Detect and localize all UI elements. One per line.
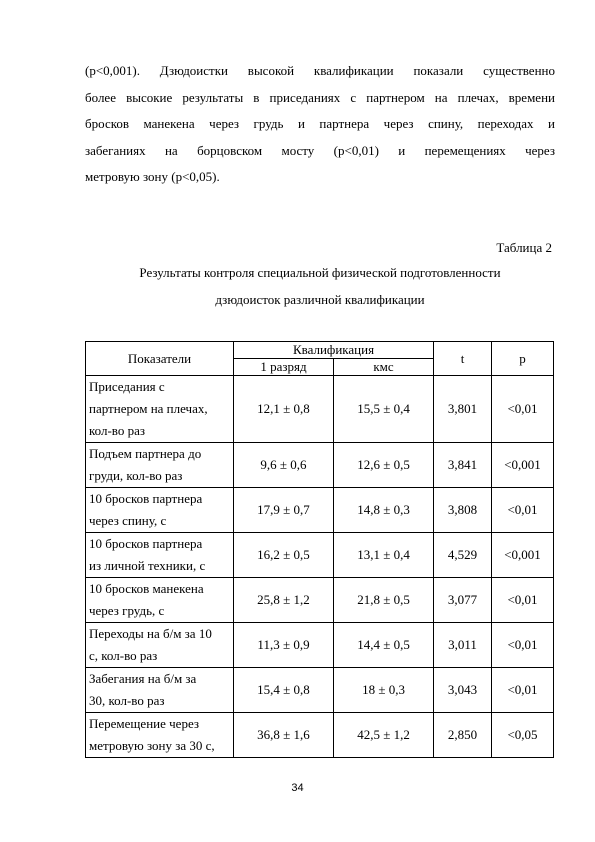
indicator-line: через спину, с [89,513,167,528]
row-indicator [86,376,234,443]
cell-kms: 42,5 ± 1,2 [334,713,434,758]
table-caption-line-2: дзюдоисток различной квалификации [215,292,425,307]
row-indicator [86,578,234,623]
table-row [86,623,554,668]
indicator-line: кол-во раз [89,423,146,438]
row-indicator [86,668,234,713]
paragraph-line: (p<0,001). Дзюдоистки высокой квалификации показали существенно [85,63,555,78]
table-row [86,578,554,623]
cell-kms: 14,8 ± 0,3 [334,488,434,533]
indicator-line: Перемещение через [89,716,200,731]
cell-p: <0,001 [492,533,554,578]
cell-rank1: 16,2 ± 0,5 [234,533,334,578]
table-row [86,533,554,578]
table-label: Таблица 2 [496,240,552,255]
cell-t: 3,011 [434,623,492,668]
row-indicator [86,713,234,758]
table-row [86,713,554,758]
table-row [86,376,554,443]
indicator-line: партнером на плечах, [89,401,208,416]
paragraph-line: метровую зону (p<0,05). [85,169,220,184]
row-indicator [86,443,234,488]
table-row [86,488,554,533]
header-t: t [434,342,492,376]
table-caption-line-1: Результаты контроля специальной физической подготовленности [139,265,501,280]
paragraph-line: забеганиях на борцовском мосту (p<0,01) и перемещениях через [85,142,555,158]
paragraph-line: более высокие результаты в приседаниях с партнером на плечах, времени [85,89,555,105]
cell-t: 3,841 [434,443,492,488]
cell-t: 3,077 [434,578,492,623]
cell-rank1: 36,8 ± 1,6 [234,713,334,758]
cell-p: <0,01 [492,578,554,623]
cell-kms: 15,5 ± 0,4 [334,376,434,443]
body-paragraph [85,58,555,191]
cell-kms: 21,8 ± 0,5 [334,578,434,623]
indicator-line: Забегания на б/м за [89,671,197,686]
header-qualification: Квалификация [234,342,434,359]
cell-rank1: 9,6 ± 0,6 [234,443,334,488]
header-rank1: 1 разряд [234,359,334,376]
cell-p: <0,01 [492,376,554,443]
cell-kms: 13,1 ± 0,4 [334,533,434,578]
row-indicator [86,533,234,578]
cell-p: <0,05 [492,713,554,758]
cell-t: 3,808 [434,488,492,533]
paragraph-line: бросков манекена через грудь и партнера через спину, переходах и [85,116,555,131]
cell-t: 3,801 [434,376,492,443]
indicator-line: из личной техники, с [89,558,206,573]
results-table [85,341,554,758]
cell-rank1: 12,1 ± 0,8 [234,376,334,443]
header-indicators: Показатели [86,342,234,376]
indicator-line: метровую зону за 30 с, [89,738,215,753]
cell-t: 4,529 [434,533,492,578]
cell-kms: 12,6 ± 0,5 [334,443,434,488]
cell-p: <0,01 [492,668,554,713]
cell-p: <0,01 [492,623,554,668]
table-row [86,668,554,713]
cell-rank1: 11,3 ± 0,9 [234,623,334,668]
indicator-line: с, кол-во раз [89,648,158,663]
indicator-line: 10 бросков манекена [89,581,204,596]
table-row [86,443,554,488]
indicator-line: Приседания с [89,379,165,394]
row-indicator [86,623,234,668]
indicator-line: Подъем партнера до [89,446,202,461]
indicator-line: 10 бросков партнера [89,536,203,551]
cell-rank1: 15,4 ± 0,8 [234,668,334,713]
page-number: 34 [291,782,304,794]
cell-t: 3,043 [434,668,492,713]
cell-rank1: 17,9 ± 0,7 [234,488,334,533]
cell-t: 2,850 [434,713,492,758]
indicator-line: 10 бросков партнера [89,491,203,506]
cell-kms: 14,4 ± 0,5 [334,623,434,668]
indicator-line: Переходы на б/м за 10 [89,626,212,641]
row-indicator [86,488,234,533]
cell-p: <0,001 [492,443,554,488]
cell-kms: 18 ± 0,3 [334,668,434,713]
cell-p: <0,01 [492,488,554,533]
indicator-line: 30, кол-во раз [89,693,165,708]
cell-rank1: 25,8 ± 1,2 [234,578,334,623]
header-p: p [492,342,554,376]
indicator-line: груди, кол-во раз [89,468,183,483]
indicator-line: через грудь, с [89,603,165,618]
header-kms: кмс [334,359,434,376]
